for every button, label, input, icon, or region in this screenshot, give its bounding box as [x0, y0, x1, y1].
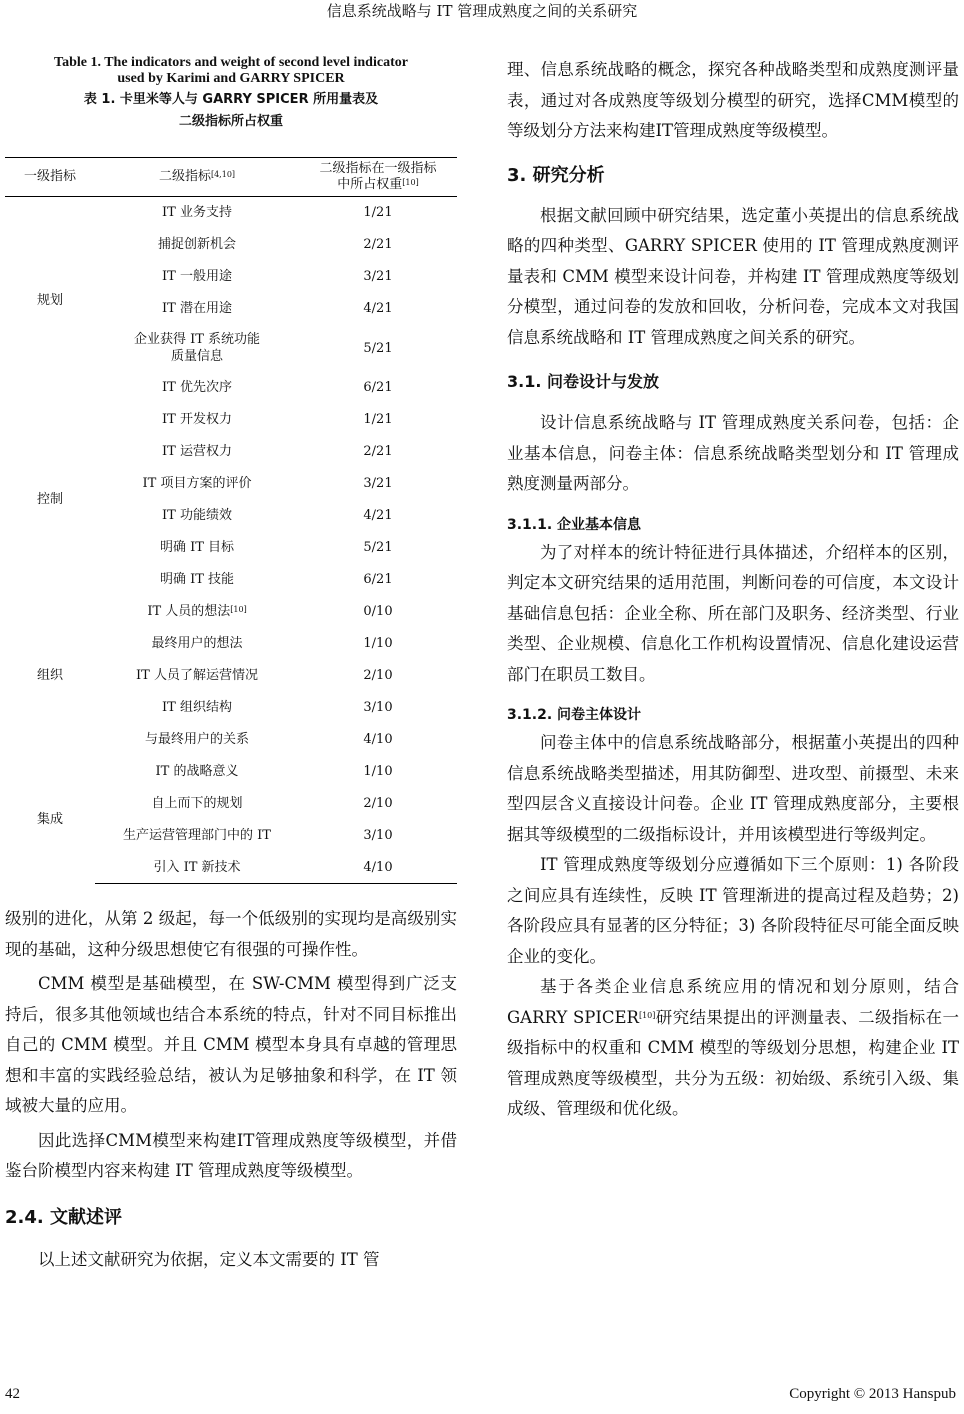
weight-cell: 4/21 [363, 508, 393, 523]
right-column [507, 55, 959, 1125]
indicator-text: IT 开发权力 [162, 412, 232, 427]
p6-text-a: 基于各类企业信息系统应用的情况和划分原则，结合 GARRY SPICER [507, 977, 959, 1027]
weight-cell: 2/10 [363, 668, 393, 683]
secondary-indicator-cell [95, 724, 299, 756]
right-paragraph: 问卷主体中的信息系统战略部分，根据董小英提出的四种信息系统战略类型描述，用其防御型、进攻型、前摄型、未来型四层含义直接设计问卷。企业 IT 管理成熟度部分，主要根据其等级模型的二级指标设计，并用该模型进行等级判定。 [507, 733, 959, 844]
caption-en-line: used by Karimi and GARRY SPICER [117, 71, 345, 86]
weight-cell: 6/21 [363, 380, 393, 395]
col3-line1: 二级指标在一级指标 [319, 161, 437, 176]
secondary-indicator-cell [95, 596, 299, 628]
weight-cell: 3/21 [363, 476, 393, 491]
secondary-indicator-cell [95, 261, 299, 293]
right-paragraph [507, 972, 959, 1125]
secondary-indicator-cell [95, 468, 299, 500]
right-paragraph: 为了对样本的统计特征进行具体描述，介绍样本的区别，判定本文研究结果的适用范围，判断问卷的可信度，本文设计基础信息包括：企业全称、所在部门及职务、经济类型、行业类型、企业规模、信息化工作机构设置情况、信息化建设运营部门在职员工数目。 [507, 542, 959, 684]
table-body [5, 197, 457, 884]
weight-cell: 2/21 [363, 444, 393, 459]
indicator-text: IT 运营权力 [162, 444, 232, 459]
primary-indicator-cell: 控制 [36, 492, 63, 507]
weight-cell: 5/21 [363, 540, 393, 555]
indicator-text-line2: 质量信息 [170, 349, 223, 364]
weight-cell: 4/10 [363, 732, 393, 747]
weight-cell: 1/21 [363, 205, 393, 221]
section-heading-3-1: 3.1. 问卷设计与发放 [507, 372, 659, 391]
indicator-text: 自上而下的规划 [151, 796, 243, 811]
table-header-row [5, 158, 457, 197]
p6-ref: [10] [638, 1010, 656, 1020]
secondary-indicator-cell [95, 788, 299, 820]
weight-cell: 3/10 [363, 700, 393, 715]
indicator-text: IT 的战略意义 [155, 764, 239, 779]
col2-ref: [4,10] [210, 170, 236, 179]
secondary-indicator-cell [95, 564, 299, 596]
weight-cell: 1/10 [363, 764, 393, 779]
indicator-text: 企业获得 IT 系统功能 [133, 332, 261, 347]
indicator-text: IT 业务支持 [162, 205, 232, 221]
indicator-text: 与最终用户的关系 [144, 732, 249, 747]
left-column [5, 55, 457, 1275]
indicator-text: 引入 IT 新技术 [153, 859, 241, 875]
caption-en-line: Table 1. The indicators and weight of second level indicator [54, 55, 408, 70]
secondary-indicator-cell [95, 325, 299, 372]
secondary-indicator-cell [95, 436, 299, 468]
section-heading-3: 3. 研究分析 [507, 164, 605, 186]
section-heading-2-4: 2.4. 文献述评 [5, 1206, 122, 1228]
secondary-indicator-cell [95, 820, 299, 852]
table-caption-cn [5, 89, 457, 133]
indicator-text: IT 组织结构 [162, 700, 232, 715]
left-paragraph: 级别的进化，从第 2 级起，每一个低级别的实现均是高级别实现的基础，这种分级思想使它有很强的可操作性。 [5, 909, 457, 959]
section-heading-3-1-1: 3.1.1. 企业基本信息 [507, 516, 642, 533]
indicator-text: IT 人员的想法 [147, 604, 231, 619]
indicator-text: IT 一般用途 [162, 269, 232, 284]
weight-cell: 4/21 [363, 301, 393, 316]
secondary-indicator-cell [95, 293, 299, 325]
weight-cell: 1/10 [363, 636, 393, 651]
col-weight [299, 158, 457, 197]
indicator-text: 明确 IT 目标 [159, 540, 235, 555]
page-number: 42 [5, 1386, 20, 1402]
weight-cell: 1/21 [363, 412, 393, 427]
indicator-text: 捕捉创新机会 [157, 237, 236, 252]
indicator-text: 最终用户的想法 [151, 636, 243, 651]
caption-cn-line: 二级指标所占权重 [178, 114, 283, 129]
weight-cell: 2/10 [363, 796, 393, 811]
caption-cn-line: 表 1. 卡里米等人与 GARRY SPICER 所用量表及 [83, 92, 379, 107]
col-primary-indicator: 一级指标 [5, 158, 95, 197]
weight-cell: 2/21 [363, 237, 393, 252]
right-paragraph: 设计信息系统战略与 IT 管理成熟度关系问卷，包括：企业基本信息，问卷主体：信息系统战略类型划分和 IT 管理成熟度测量两部分。 [507, 413, 959, 493]
left-paragraph: CMM 模型是基础模型，在 SW-CMM 模型得到广泛支持后，很多其他领域也结合本系统的特点，针对不同目标推出自己的 CMM 模型。并且 CMM 模型本身具有卓越的管理思想和丰富的实践经验总结，被认为足够抽象和科学，在 IT 领域被大量的应用。 [5, 974, 457, 1115]
col3-line2: 中所占权重 [337, 177, 403, 192]
left-paragraph: 以上述文献研究为依据，定义本文需要的 IT 管 [38, 1249, 380, 1269]
copyright: Copyright © 2013 Hanspub [789, 1386, 956, 1402]
secondary-indicator-cell [95, 628, 299, 660]
table-row [5, 404, 457, 436]
secondary-indicator-cell [95, 500, 299, 532]
secondary-indicator-cell [95, 404, 299, 436]
left-paragraph: 因此选择CMM模型来构建IT管理成熟度等级模型，并借鉴台阶模型内容来构建 IT 管理成熟度等级模型。 [5, 1130, 457, 1180]
secondary-indicator-cell [95, 660, 299, 692]
table-row [5, 596, 457, 628]
col2-label: 二级指标 [158, 169, 211, 184]
primary-indicator-cell: 集成 [36, 812, 63, 827]
secondary-indicator-cell [95, 756, 299, 788]
secondary-indicator-cell [95, 229, 299, 261]
indicator-text: 生产运营管理部门中的 IT [123, 828, 271, 843]
table-caption-en [5, 55, 457, 87]
indicator-text: IT 项目方案的评价 [142, 476, 252, 491]
secondary-indicator-cell [95, 532, 299, 564]
secondary-indicator-cell [95, 852, 299, 884]
right-paragraph: IT 管理成熟度等级划分应遵循如下三个原则：1) 各阶段之间应具有连续性，反映 IT 管理渐进的提高过程及趋势；2) 各阶段应具有显著的区分特征；3) 各阶段特征尽可能全面反映企业的变化。 [507, 855, 959, 966]
table-row [5, 756, 457, 788]
weight-cell: 3/21 [363, 269, 393, 284]
secondary-indicator-cell [95, 197, 299, 229]
primary-indicator-cell: 组织 [36, 668, 63, 683]
col3-ref: [10] [402, 178, 419, 187]
right-paragraph: 理、信息系统战略的概念，探究各种战略类型和成熟度测评量表，通过对各成熟度等级划分模型的研究，选择CMM模型的等级划分方法来构建IT管理成熟度等级模型。 [507, 60, 959, 140]
weight-cell: 3/10 [363, 828, 393, 843]
indicator-text: IT 功能绩效 [162, 508, 232, 523]
weight-cell: 4/10 [299, 852, 457, 884]
table-row [5, 197, 457, 229]
indicator-text: IT 人员了解运营情况 [136, 668, 258, 683]
indicator-table [5, 157, 457, 884]
weight-cell: 0/10 [363, 604, 393, 619]
indicator-ref: [10] [230, 605, 247, 614]
weight-cell: 6/21 [363, 572, 393, 587]
indicator-text: 明确 IT 技能 [159, 572, 235, 587]
right-paragraph: 根据文献回顾中研究结果，选定董小英提出的信息系统战略的四种类型、GARRY SPICER 使用的 IT 管理成熟度测评量表和 CMM 模型来设计问卷，并构建 IT 管理成熟度等级划分模型，通过问卷的发放和回收，分析问卷，完成本文对我国信息系统战略和 IT 管理成熟度之间关系的研究。 [507, 205, 959, 347]
section-heading-3-1-2: 3.1.2. 问卷主体设计 [507, 707, 642, 723]
col-secondary-indicator [95, 158, 299, 197]
primary-indicator-cell: 规划 [36, 292, 63, 308]
secondary-indicator-cell [95, 692, 299, 724]
running-header: 信息系统战略与 IT 管理成熟度之间的关系研究 [326, 2, 638, 20]
indicator-text: IT 优先次序 [162, 380, 232, 395]
weight-cell: 5/21 [363, 340, 393, 356]
indicator-text: IT 潜在用途 [162, 301, 232, 316]
p6-text-b: 研究结果提出的评测量表、二级指标在一级指标中的权重和 CMM 模型的等级划分思想，构建企业 IT 管理成熟度等级模型，共分为五级：初始级、系统引入级、集成级、管理级和优化级。 [507, 1007, 960, 1118]
secondary-indicator-cell [95, 372, 299, 404]
